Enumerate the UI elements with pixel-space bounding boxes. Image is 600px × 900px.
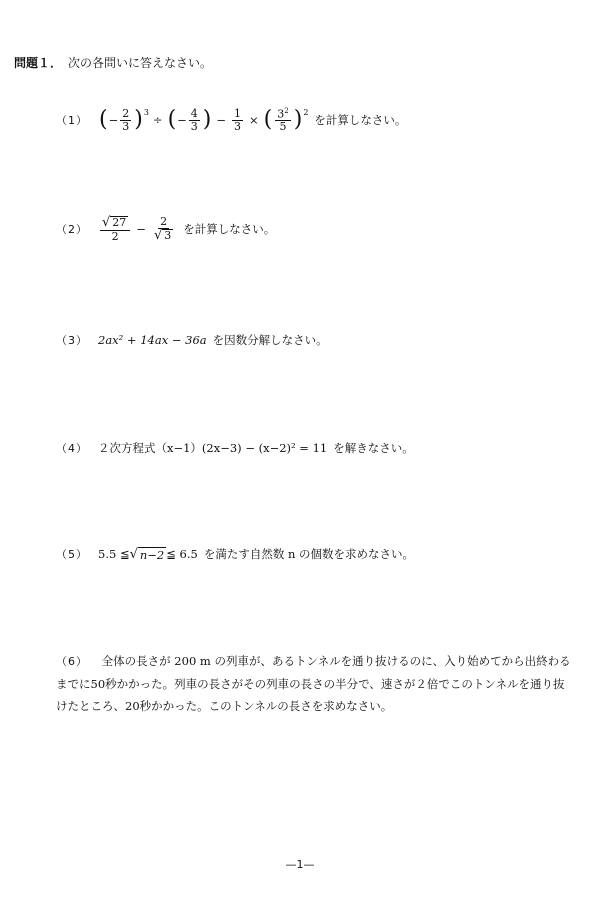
question-3-expression: 2ax² + 14ax − 36a <box>98 333 207 347</box>
question-1-expression: ( − $\frac{2}{3}$ ) 3 ÷ ( − $\frac{4}{3}$ ) − $\frac{1}{3}$ × ( $\frac{3^2}{5}$ ) 2 <box>99 107 309 134</box>
heading-label: 問題１． <box>14 56 63 70</box>
question-4-number: （4） <box>56 442 88 455</box>
question-6-text: 全体の長さが 200 m の列車が、あるトンネルを通り抜けるのに、入り始めてから出終わるまでに50秒かかった。列車の長さがその列車の長さの半分で、速さが２倍でこのトンネルを通り抜けたところ、20秒かかった。このトンネルの長さを求めなさい。 <box>56 654 571 713</box>
question-2-task: を計算しなさい。 <box>183 222 276 237</box>
question-3-task: を因数分解しなさい。 <box>212 333 328 347</box>
question-2 <box>56 216 275 242</box>
question-5-number: （5） <box>56 548 88 561</box>
question-5 <box>56 546 414 562</box>
question-4-expression: ２次方程式（x−1）(2x−3) − (x−2)² = 11 <box>98 441 328 455</box>
question-3-number: （3） <box>56 334 88 347</box>
question-4-task: を解きなさい。 <box>333 441 414 455</box>
question-6-number: （6） <box>56 655 88 668</box>
question-5-task: を満たす自然数 n の個数を求めなさい。 <box>203 547 415 561</box>
question-6 <box>56 650 576 717</box>
section-heading <box>14 54 212 71</box>
question-2-number: （2） <box>56 223 88 237</box>
heading-text: 次の各問いに答えなさい。 <box>68 56 213 70</box>
question-1-task: を計算しなさい。 <box>314 113 407 128</box>
question-3 <box>56 332 328 348</box>
question-1-number: （1） <box>56 114 88 128</box>
page-number: —1— <box>285 858 315 871</box>
question-2-expression: √ 27 2 − 2 √ 3 <box>102 215 172 243</box>
question-5-expression: 5.5 ≦ √ n−2 ≦ 6.5 <box>98 546 198 562</box>
question-4 <box>56 440 414 456</box>
question-1 <box>56 108 406 133</box>
